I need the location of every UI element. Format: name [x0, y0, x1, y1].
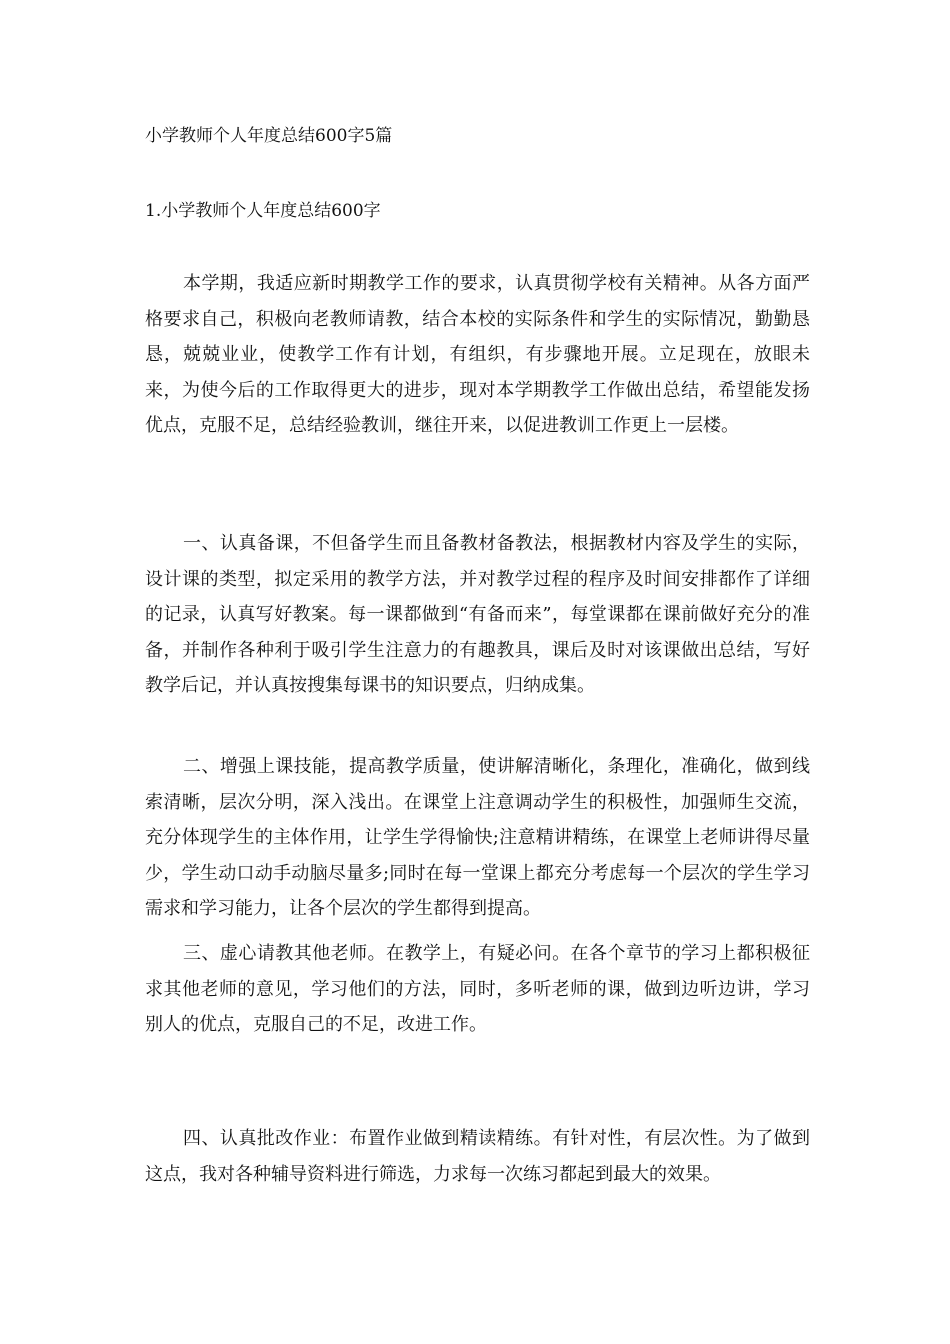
section-heading: 1.小学教师个人年度总结600字	[145, 201, 381, 221]
paragraph-consult-teachers: 三、虚心请教其他老师。在教学上，有疑必问。在各个章节的学习上都积极征求其他老师的意见，学习他们的方法，同时，多听老师的课，做到边听边讲，学习别人的优点，克服自己的不足，改进工作。	[145, 943, 810, 1035]
paragraph-homework: 四、认真批改作业：布置作业做到精读精练。有针对性，有层次性。为了做到这点，我对各种辅导资料进行筛选，力求每一次练习都起到最大的效果。	[145, 1128, 810, 1185]
paragraph-teaching-skills: 二、增强上课技能，提高教学质量，使讲解清晰化，条理化，准确化，做到线索清晰，层次分明，深入浅出。在课堂上注意调动学生的积极性，加强师生交流，充分体现学生的主体作用，让学生学得愉快;注意精讲精练，在课堂上老师讲得尽量少，学生动口动手动脑尽量多;同时在每一堂课上都充分考虑每一个层次的学生学习需求和学习能力，让各个层次的学生都得到提高。	[145, 756, 810, 919]
paragraph-lesson-preparation: 一、认真备课，不但备学生而且备教材备教法，根据教材内容及学生的实际，设计课的类型，拟定采用的教学方法，并对教学过程的程序及时间安排都作了详细的记录，认真写好教案。每一课都做到“有备而来”，每堂课都在课前做好充分的准备，并制作各种利于吸引学生注意力的有趣教具，课后及时对该课做出总结，写好教学后记，并认真按搜集每课书的知识要点，归纳成集。	[145, 533, 810, 696]
paragraph-intro: 本学期，我适应新时期教学工作的要求，认真贯彻学校有关精神。从各方面严格要求自己，积极向老教师请教，结合本校的实际条件和学生的实际情况，勤勤恳恳，兢兢业业，使教学工作有计划，有组织，有步骤地开展。立足现在，放眼未来，为使今后的工作取得更大的进步，现对本学期教学工作做出总结，希望能发扬优点，克服不足，总结经验教训，继往开来，以促进教训工作更上一层楼。	[145, 273, 810, 436]
document-title: 小学教师个人年度总结600字5篇	[145, 126, 393, 146]
